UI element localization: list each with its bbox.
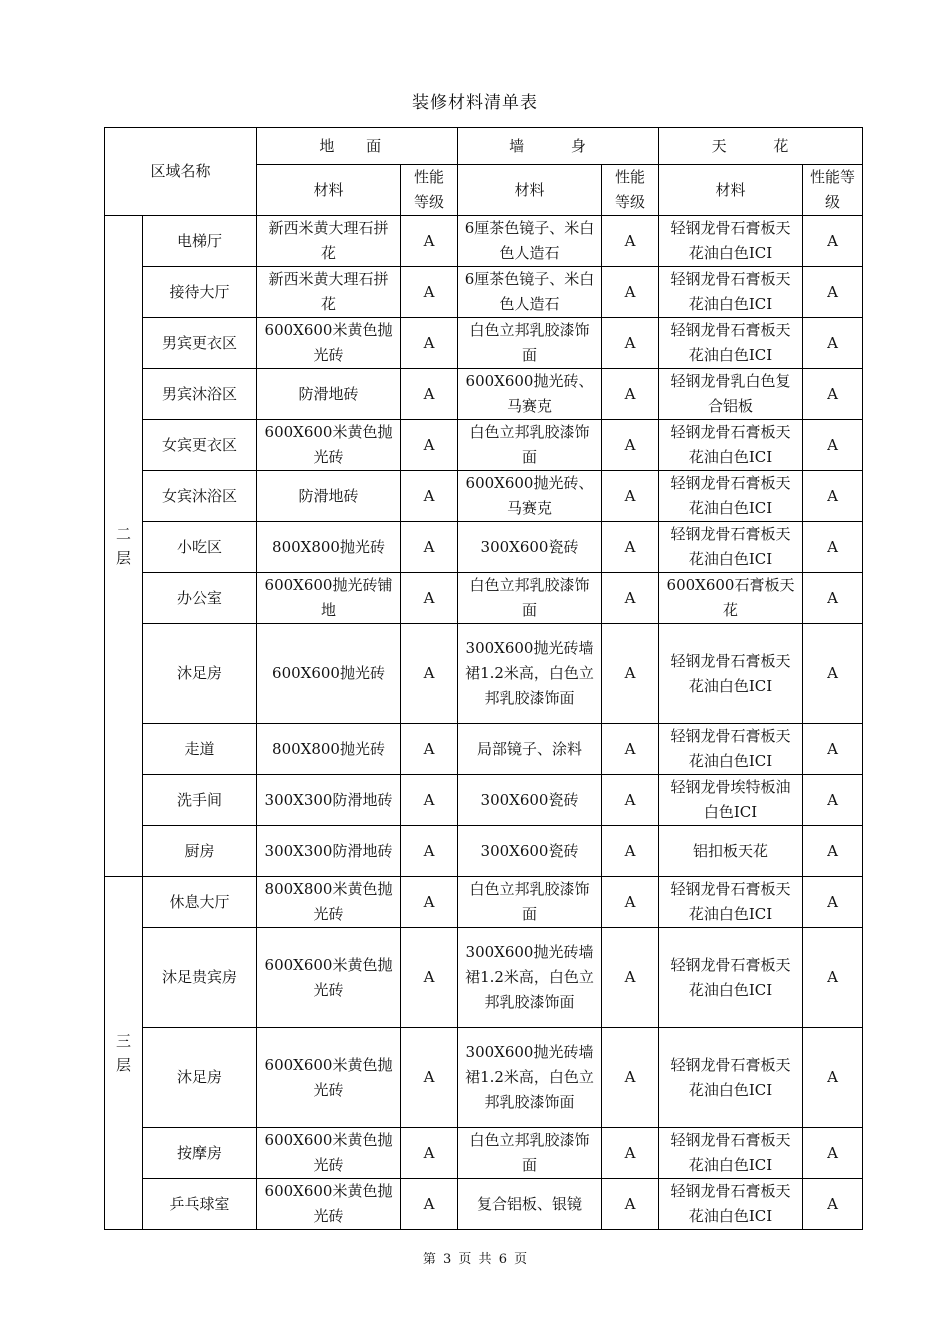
floor-material-cell: 防滑地砖	[257, 369, 401, 420]
wall-grade-cell: A	[602, 573, 659, 624]
page-footer: 第 3 页 共 6 页	[422, 1252, 528, 1267]
floor-grade-cell: A	[401, 624, 458, 724]
floor-grade-cell: A	[401, 1128, 458, 1179]
header-ceiling-group: 天 花	[659, 128, 863, 165]
table-row	[105, 724, 863, 775]
area-name-cell: 接待大厅	[143, 267, 257, 318]
ceiling-grade-cell: A	[803, 522, 863, 573]
wall-grade-cell: A	[602, 724, 659, 775]
ceiling-grade-cell: A	[803, 420, 863, 471]
header-wall-group: 墙 身	[458, 128, 659, 165]
table-row	[105, 369, 863, 420]
ceiling-grade-cell: A	[803, 1128, 863, 1179]
header-ceiling-material: 材料	[659, 165, 803, 216]
header-wall-grade: 性能等级	[602, 165, 659, 216]
floor-grade-cell: A	[401, 471, 458, 522]
area-name-cell: 乒乓球室	[143, 1179, 257, 1230]
floor-material-cell: 600X600抛光砖铺地	[257, 573, 401, 624]
ceiling-material-cell: 轻钢龙骨石膏板天花油白色ICI	[659, 522, 803, 573]
ceiling-material-cell: 轻钢龙骨石膏板天花油白色ICI	[659, 267, 803, 318]
ceiling-material-cell: 轻钢龙骨石膏板天花油白色ICI	[659, 420, 803, 471]
ceiling-grade-cell: A	[803, 624, 863, 724]
area-name-cell: 厨房	[143, 826, 257, 877]
floor-grade-cell: A	[401, 267, 458, 318]
header-area-name: 区域名称	[105, 128, 257, 216]
ceiling-grade-cell: A	[803, 216, 863, 267]
ceiling-material-cell: 轻钢龙骨埃特板油白色ICI	[659, 775, 803, 826]
floor-grade-cell: A	[401, 1028, 458, 1128]
area-name-cell: 洗手间	[143, 775, 257, 826]
ceiling-material-cell: 轻钢龙骨石膏板天花油白色ICI	[659, 1179, 803, 1230]
header-floor-material: 材料	[257, 165, 401, 216]
wall-grade-cell: A	[602, 1179, 659, 1230]
wall-grade-cell: A	[602, 420, 659, 471]
area-name-cell: 休息大厅	[143, 877, 257, 928]
floor-material-cell: 600X600米黄色抛光砖	[257, 318, 401, 369]
wall-material-cell: 白色立邦乳胶漆饰面	[458, 573, 602, 624]
page-title: 装修材料清单表	[412, 93, 538, 113]
floor-material-cell: 600X600米黄色抛光砖	[257, 1028, 401, 1128]
area-name-cell: 男宾沐浴区	[143, 369, 257, 420]
floor-material-cell: 新西米黄大理石拼花	[257, 267, 401, 318]
area-name-cell: 办公室	[143, 573, 257, 624]
ceiling-material-cell: 轻钢龙骨石膏板天花油白色ICI	[659, 624, 803, 724]
ceiling-material-cell: 600X600石膏板天花	[659, 573, 803, 624]
wall-material-cell: 白色立邦乳胶漆饰面	[458, 420, 602, 471]
wall-grade-cell: A	[602, 522, 659, 573]
floor-material-cell: 新西米黄大理石拼花	[257, 216, 401, 267]
ceiling-grade-cell: A	[803, 267, 863, 318]
ceiling-material-cell: 轻钢龙骨石膏板天花油白色ICI	[659, 928, 803, 1028]
table-row	[105, 928, 863, 1028]
floor-grade-cell: A	[401, 877, 458, 928]
ceiling-grade-cell: A	[803, 1179, 863, 1230]
floor-label: 三层	[116, 1032, 132, 1074]
wall-material-cell: 300X600瓷砖	[458, 775, 602, 826]
floor-material-cell: 800X800抛光砖	[257, 522, 401, 573]
floor-grade-cell: A	[401, 1179, 458, 1230]
table-row	[105, 522, 863, 573]
ceiling-grade-cell: A	[803, 471, 863, 522]
ceiling-material-cell: 轻钢龙骨石膏板天花油白色ICI	[659, 1028, 803, 1128]
wall-grade-cell: A	[602, 624, 659, 724]
table-row	[105, 1179, 863, 1230]
wall-grade-cell: A	[602, 267, 659, 318]
ceiling-grade-cell: A	[803, 775, 863, 826]
wall-material-cell: 600X600抛光砖、马赛克	[458, 471, 602, 522]
ceiling-grade-cell: A	[803, 318, 863, 369]
floor-material-cell: 300X300防滑地砖	[257, 775, 401, 826]
ceiling-grade-cell: A	[803, 369, 863, 420]
wall-grade-cell: A	[602, 369, 659, 420]
wall-material-cell: 300X600抛光砖墙裙1.2米高，白色立邦乳胶漆饰面	[458, 1028, 602, 1128]
ceiling-grade-cell: A	[803, 877, 863, 928]
ceiling-material-cell: 轻钢龙骨石膏板天花油白色ICI	[659, 1128, 803, 1179]
floor-material-cell: 300X300防滑地砖	[257, 826, 401, 877]
header-wall-material: 材料	[458, 165, 602, 216]
area-name-cell: 沐足房	[143, 624, 257, 724]
ceiling-grade-cell: A	[803, 928, 863, 1028]
area-name-cell: 走道	[143, 724, 257, 775]
ceiling-material-cell: 轻钢龙骨石膏板天花油白色ICI	[659, 724, 803, 775]
table-row	[105, 420, 863, 471]
table-row	[105, 471, 863, 522]
floor-grade-cell: A	[401, 522, 458, 573]
floor-material-cell: 防滑地砖	[257, 471, 401, 522]
table-row	[105, 624, 863, 724]
ceiling-grade-cell: A	[803, 826, 863, 877]
wall-grade-cell: A	[602, 318, 659, 369]
area-name-cell: 按摩房	[143, 1128, 257, 1179]
header-floor-grade: 性能等级	[401, 165, 458, 216]
ceiling-grade-cell: A	[803, 1028, 863, 1128]
header-row-groups	[105, 128, 863, 165]
table-row	[105, 1128, 863, 1179]
wall-material-cell: 白色立邦乳胶漆饰面	[458, 877, 602, 928]
wall-grade-cell: A	[602, 1028, 659, 1128]
wall-material-cell: 300X600抛光砖墙裙1.2米高，白色立邦乳胶漆饰面	[458, 928, 602, 1028]
ceiling-material-cell: 轻钢龙骨石膏板天花油白色ICI	[659, 216, 803, 267]
header-floor-group: 地 面	[257, 128, 458, 165]
table-row	[105, 877, 863, 928]
area-name-cell: 电梯厅	[143, 216, 257, 267]
wall-material-cell: 局部镜子、涂料	[458, 724, 602, 775]
area-name-cell: 沐足房	[143, 1028, 257, 1128]
ceiling-material-cell: 轻钢龙骨石膏板天花油白色ICI	[659, 877, 803, 928]
wall-material-cell: 复合铝板、银镜	[458, 1179, 602, 1230]
wall-grade-cell: A	[602, 826, 659, 877]
floor-material-cell: 800X800抛光砖	[257, 724, 401, 775]
area-name-cell: 女宾沐浴区	[143, 471, 257, 522]
wall-material-cell: 300X600抛光砖墙裙1.2米高，白色立邦乳胶漆饰面	[458, 624, 602, 724]
table-row	[105, 775, 863, 826]
ceiling-material-cell: 轻钢龙骨石膏板天花油白色ICI	[659, 318, 803, 369]
floor-label-cell	[105, 877, 143, 1230]
area-name-cell: 小吃区	[143, 522, 257, 573]
wall-material-cell: 白色立邦乳胶漆饰面	[458, 318, 602, 369]
floor-grade-cell: A	[401, 369, 458, 420]
floor-label: 二层	[116, 525, 132, 567]
floor-material-cell: 800X800米黄色抛光砖	[257, 877, 401, 928]
wall-material-cell: 600X600抛光砖、马赛克	[458, 369, 602, 420]
ceiling-material-cell: 铝扣板天花	[659, 826, 803, 877]
floor-label-cell	[105, 216, 143, 877]
floor-grade-cell: A	[401, 826, 458, 877]
floor-material-cell: 600X600抛光砖	[257, 624, 401, 724]
wall-grade-cell: A	[602, 216, 659, 267]
table-row	[105, 318, 863, 369]
wall-material-cell: 6厘茶色镜子、米白色人造石	[458, 267, 602, 318]
wall-grade-cell: A	[602, 775, 659, 826]
area-name-cell: 女宾更衣区	[143, 420, 257, 471]
wall-grade-cell: A	[602, 1128, 659, 1179]
floor-material-cell: 600X600米黄色抛光砖	[257, 420, 401, 471]
table-row	[105, 573, 863, 624]
ceiling-material-cell: 轻钢龙骨石膏板天花油白色ICI	[659, 471, 803, 522]
wall-material-cell: 300X600瓷砖	[458, 522, 602, 573]
wall-grade-cell: A	[602, 928, 659, 1028]
floor-grade-cell: A	[401, 420, 458, 471]
floor-material-cell: 600X600米黄色抛光砖	[257, 928, 401, 1028]
ceiling-grade-cell: A	[803, 573, 863, 624]
floor-grade-cell: A	[401, 573, 458, 624]
area-name-cell: 沐足贵宾房	[143, 928, 257, 1028]
floor-grade-cell: A	[401, 928, 458, 1028]
wall-material-cell: 白色立邦乳胶漆饰面	[458, 1128, 602, 1179]
wall-grade-cell: A	[602, 877, 659, 928]
floor-grade-cell: A	[401, 318, 458, 369]
floor-grade-cell: A	[401, 775, 458, 826]
table-body	[105, 216, 863, 1230]
materials-table	[104, 127, 863, 1230]
ceiling-grade-cell: A	[803, 724, 863, 775]
area-name-cell: 男宾更衣区	[143, 318, 257, 369]
table-row	[105, 826, 863, 877]
table-row	[105, 267, 863, 318]
table-row	[105, 1028, 863, 1128]
floor-grade-cell: A	[401, 724, 458, 775]
floor-material-cell: 600X600米黄色抛光砖	[257, 1179, 401, 1230]
floor-material-cell: 600X600米黄色抛光砖	[257, 1128, 401, 1179]
wall-material-cell: 300X600瓷砖	[458, 826, 602, 877]
header-ceiling-grade: 性能等级	[803, 165, 863, 216]
wall-material-cell: 6厘茶色镜子、米白色人造石	[458, 216, 602, 267]
wall-grade-cell: A	[602, 471, 659, 522]
table-row	[105, 216, 863, 267]
floor-grade-cell: A	[401, 216, 458, 267]
ceiling-material-cell: 轻钢龙骨乳白色复合铝板	[659, 369, 803, 420]
